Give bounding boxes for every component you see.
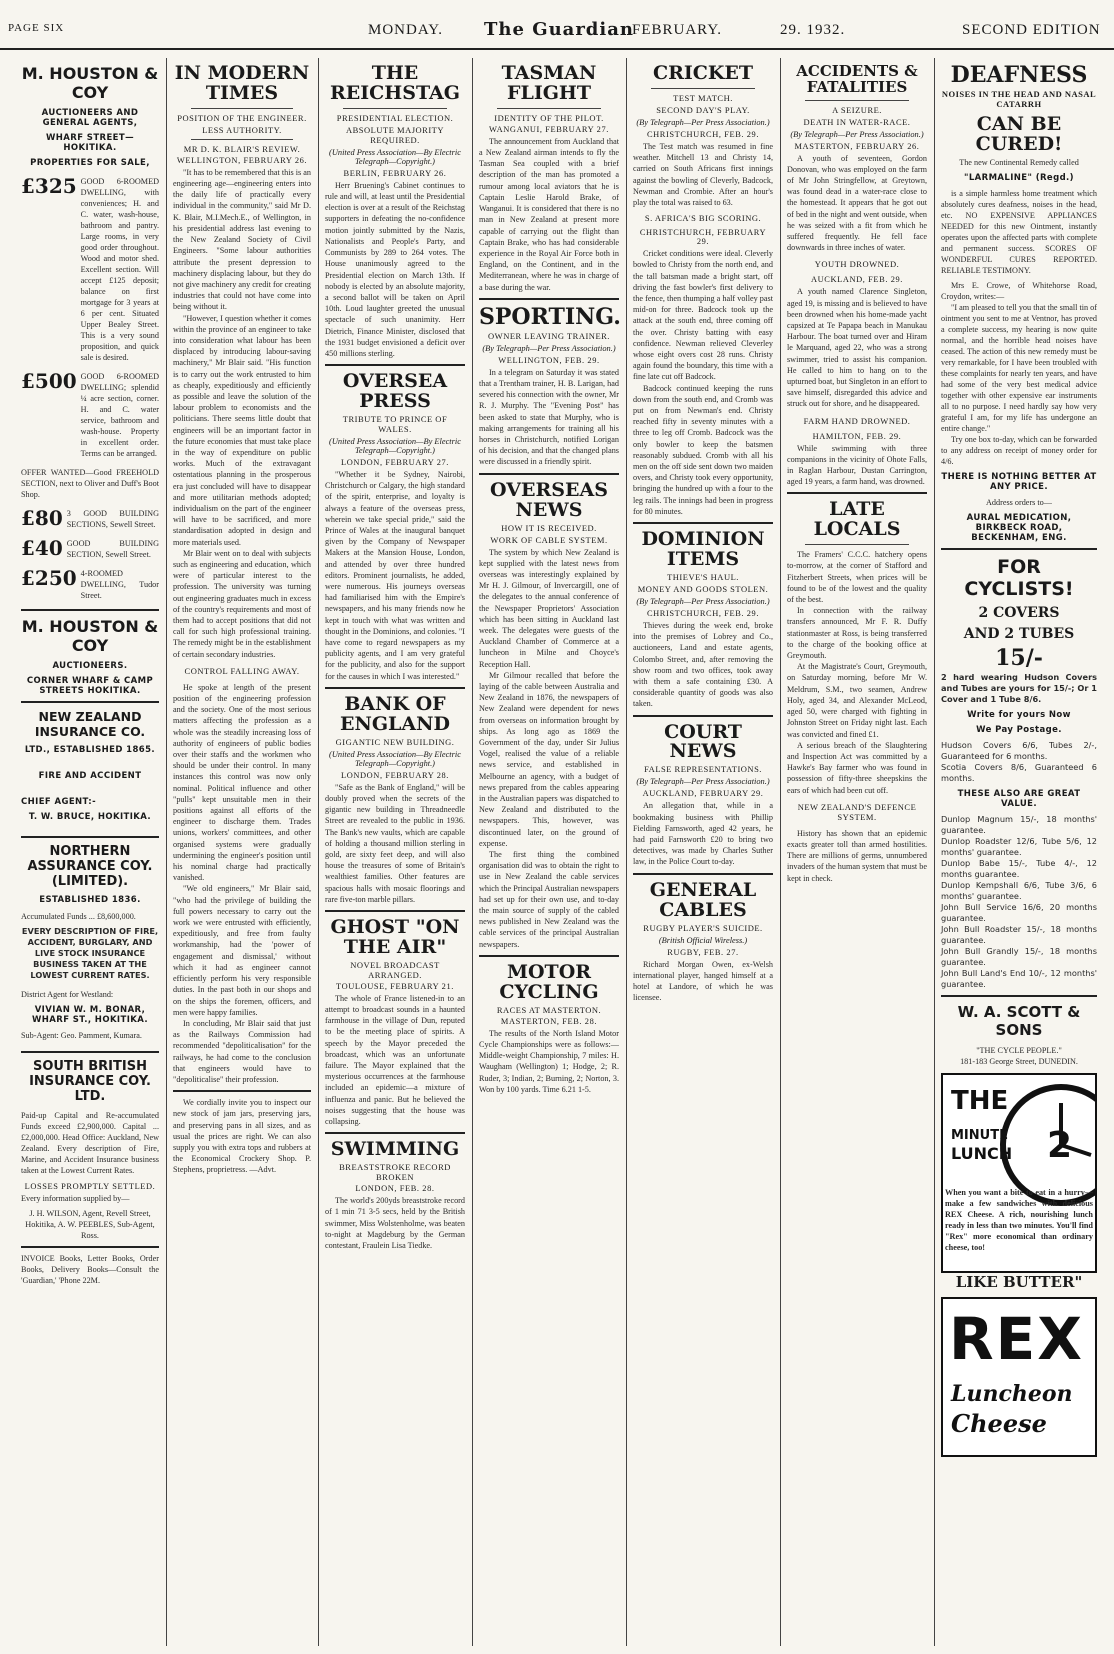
properties-heading: PROPERTIES FOR SALE,: [30, 158, 150, 168]
article-subheading: HOW IT IS RECEIVED.: [501, 522, 597, 533]
article-paragraph: "Safe as the Bank of England," will be doubly proved when the secrets of the gigantic new building in Threadneedle Street are revealed to the public in 1936. The Bank's new vaults, which are capable of holding a thousand million sterling in gold, are sixty feet deep, and will also house the treasures of some of Britain's wealthiest families. Other features are spacious halls with mosaic floorings and rare five-ton marble pillars.: [325, 782, 465, 904]
property-listing: [21, 371, 159, 459]
northern-sub-agent: Sub-Agent: Geo. Pamment, Kumara.: [21, 1031, 142, 1040]
northern-description: EVERY DESCRIPTION OF FIRE, ACCIDENT, BURGLARY, AND LIVE STOCK INSURANCE BUSINESS TAKEN AT THE LOWEST CURRENT RATES.: [21, 926, 159, 980]
property-description: 4-ROOMED DWELLING, Tudor Street.: [80, 569, 159, 600]
cyclists-list-item: Dunlop Babe 15/-, Tube 4/-, 12 months guarantee.: [941, 858, 1097, 880]
deafness-product-name: "LARMALINE" (Regd.): [964, 172, 1074, 183]
nzi-fire-accident: FIRE AND ACCIDENT: [38, 771, 142, 781]
nzi-established: LTD., ESTABLISHED 1865.: [24, 745, 156, 755]
article-subheading: FARM HAND DROWNED.: [803, 415, 911, 426]
dateline: LONDON, FEB. 28.: [355, 1184, 435, 1194]
property-description: 3 GOOD BUILDING SECTIONS, Sewell Street.: [66, 509, 159, 529]
article-paragraph: He spoke at length of the present position of the engineering profession and the society. One of the most serious matters affecting the profession as a whole was the steadily increasing loss of authority of engineers of public bodies over their staffs and the workmen who should be under their control. In many instances this control was now only nominal. Political influence and other "pulls" kept unsuitable men in their positions against all efforts of the engineer to discharge them. Trades unions, workers' committees, and other organised systems were gradually undermining the engineer's position until his nominal charge had practically vanished.: [173, 682, 311, 883]
article-paragraph: The system by which New Zealand is kept supplied with the latest news from overseas was interestingly explained by Mr H. J. Gilmour, of Invercargill, one of the delegates to the annual conference of the Newspaper Proprietors' Association which has been sitting in Auckland last week. The delegates were guests of the Auckland Chamber of Commerce at a luncheon in Milne and Choyce's Reception Hall.: [479, 547, 619, 669]
dateline: LONDON, FEBRUARY 28.: [340, 770, 449, 780]
article-heading: OVERSEAS NEWS: [490, 478, 608, 521]
article-subheading: BREASTSTROKE RECORD BROKEN: [339, 1162, 451, 1183]
divider: [633, 873, 773, 875]
divider: [941, 995, 1097, 997]
cyclists-tubes: AND 2 TUBES: [963, 625, 1075, 642]
cyclists-heading: FOR CYCLISTS!: [964, 555, 1074, 600]
dateline: MASTERTON, FEBRUARY 26.: [794, 141, 920, 151]
houston-address: WHARF STREET—HOKITIKA.: [46, 133, 134, 153]
article-heading: GHOST "ON THE AIR": [330, 915, 460, 958]
dateline: CHRISTCHURCH, FEB. 29.: [646, 608, 760, 618]
northern-funds: Accumulated Funds ... £8,600,000.: [21, 912, 136, 921]
article-subheading: POSITION OF THE ENGINEER.: [177, 112, 307, 123]
article-heading: MOTOR CYCLING: [499, 960, 599, 1003]
byline: (United Press Association—By Electric Telegraph—Copyright.): [329, 437, 461, 455]
cyclists-price: 15/-: [995, 645, 1043, 672]
divider: [325, 687, 465, 689]
column-2-modern-times: [168, 58, 316, 1646]
byline: (By Telegraph—Per Press Association.): [482, 343, 616, 353]
article-subheading: WORK OF CABLE SYSTEM.: [490, 534, 608, 545]
masthead-date: 29. 1932.: [780, 22, 846, 38]
divider: [21, 836, 159, 838]
column-rule: [934, 58, 935, 1646]
sbi-agent: J. H. WILSON, Agent, Revell Street, Hokitika, A. W. PEEBLES, Sub-Agent, Ross.: [25, 1209, 155, 1240]
rex-clock-text: When you want a bite to eat in a hurry—make a few sandwiches with delicious REX Cheese. A rich, nourishing lunch ready in less than two minutes. You'll find "Rex" more economical than ordinary cheese, too!: [945, 1188, 1093, 1253]
article-heading: GENERAL CABLES: [649, 878, 757, 921]
article-paragraph: Thieves during the week end, broke into the premises of Lobrey and Co., auctioneers, Land and estate agents, Colombo Street, and, after removing the show room and two offices, took away with them a safe containing £30. A considerable quantity of goods was also taken.: [633, 620, 773, 709]
divider: [191, 139, 293, 140]
cyclists-list-item: Dunlop Roadster 12/6, Tube 5/6, 12 months' guarantee.: [941, 836, 1097, 858]
rex-luncheon: Luncheon: [951, 1380, 1073, 1407]
article-subheading: GIGANTIC NEW BUILDING.: [335, 736, 455, 747]
dateline: WELLINGTON, FEB. 29.: [498, 355, 600, 365]
divider: [651, 88, 755, 89]
article-heading: IN MODERN TIMES: [174, 62, 310, 104]
property-listing: [21, 568, 159, 601]
cyclists-item: Scotia Covers 8/6, Guaranteed 6 months.: [941, 762, 1097, 784]
masthead-edition: SECOND EDITION: [962, 22, 1101, 38]
cyclists-text: 2 hard wearing Hudson Covers and Tubes are yours for 15/-; Or 1 Cover and 1 Tube 8/6.: [941, 672, 1097, 705]
nzi-name: NEW ZEALAND INSURANCE CO.: [34, 709, 146, 739]
northern-established: ESTABLISHED 1836.: [39, 895, 141, 905]
houston-address-2: CORNER WHARF & CAMP STREETS HOKITIKA.: [26, 676, 154, 696]
scott-tagline: "THE CYCLE PEOPLE.": [976, 1046, 1062, 1056]
article-paragraph: Mr Gilmour recalled that before the laying of the cable between Australia and New Zealand in 1876, the newspapers of New Zealand were dependent for news from overseas on information brought by ships. As long ago as 1869 the Government of the day, under Sir Julius Vogel, realised the value of a reliable news service, and established in Melbourne an agency, with a budget of news prepared from the cables appearing in the Australian papers was dispatched to New Zealand and distributed to the newspapers. This, however, was discontinued later, on the ground of expense.: [479, 670, 619, 848]
rex-logo: REX: [949, 1304, 1084, 1373]
deafness-body: is a simple harmless home treatment which absolutely cures deafness, noises in the head, etc. NO EXPENSIVE APPLIANCES NEEDED for this new Ointment, instantly operates upon the affected parts with complete and permanent success. SCORES OF WONDERFUL CURES REPORTED. RELIABLE TESTIMONY.: [941, 188, 1097, 275]
article-subheading: RACES AT MASTERTON.: [496, 1004, 602, 1015]
article-heading: SPORTING.: [479, 303, 621, 330]
divider: [633, 715, 773, 717]
article-paragraph: A serious breach of the Slaughtering and Inspection Act was committed by a Hawke's Bay farmer who was found in possession of fifty-three sheepskins the ears of which had been cut off.: [787, 740, 927, 795]
article-paragraph: "Whether it be Sydney, Nairobi, Christchurch or Calgary, the high standard of the spirit, enterprise, and loyalty is always a feature of the overseas press, wherein we take special pride," said the Prince of Wales at the inaugural banquet given by the Company of Newspaper Makers at the Mansion House, London, and attended by over three hundred editors. Prominent journalists, he added, were numerous. His journeys overseas had familiarised him with the Empire's newspapers, and his many friends now he kept in touch with what was written and thought in the Dominions, and colonies. "I have come to regard newspapers as my publicity agents, and I am very grateful for the publicity, and also for the support for the causes in which I was interested.": [325, 470, 465, 681]
article-paragraph: In concluding, Mr Blair said that just as the Railways Commission had recommended "depoliticalisation" for the railways, he had come to the conclusion that engineers would have to "depoliticalise" their profession.: [173, 1018, 311, 1084]
article-heading: CRICKET: [652, 62, 754, 84]
article-paragraph: In connection with the railway transfers announced, Mr F. R. Duffy stationmaster at Ross, is being transferred to the charge of the booking office at Greymouth.: [787, 606, 927, 661]
article-paragraph: History has shown that an epidemic exacts greater toll than armed hostilities. There are millions of germs, unnumbered invaders of the human system that must be kept in check.: [787, 828, 927, 883]
column-rule: [780, 58, 781, 1646]
article-subheading: FALSE REPRESENTATIONS.: [644, 764, 762, 775]
clock-two: 2: [1047, 1125, 1073, 1167]
article-paragraph: "It has to be remembered that this is an engineering age—engineering enters into the daily life of practically every individual in the community," said Mr D. K. Blair, M.I.Mech.E., of Wellington, in his presidential address last evening to the New Zealand Society of Civil Engineers. "Some labour authorities attribute the present depression to machinery displacing labour, but they do not give machinery any credit for creating industries that could not have come into being without it.: [173, 167, 311, 312]
column-3-reichstag: [320, 58, 470, 1646]
property-listing: [21, 176, 159, 363]
deafness-cure: CAN BE CURED!: [975, 113, 1063, 156]
dateline: WELLINGTON, FEBRUARY 26.: [176, 155, 308, 165]
divider: [173, 1090, 311, 1092]
column-5-cricket: [628, 58, 778, 1646]
deafness-address-heading: Address orders to—: [986, 497, 1052, 507]
article-paragraph: In a telegram on Saturday it was stated that a Trentham trainer, H. B. Larigan, had severed his connection with the owner, Mr R. J. Murphy. The "Evening Post" has been asked to state that Murphy, who is making arrangements for training all his horses in Christchurch, notified Lorigan of his decision, and that the changed plans were discussed in a friendly spirit.: [479, 367, 619, 467]
newspaper-page: [16, 58, 1102, 1648]
article-heading: BANK OF ENGLAND: [339, 692, 451, 735]
article-heading: DOMINION ITEMS: [641, 528, 765, 570]
property-price: £325: [21, 174, 77, 198]
scott-address: 181-183 George Street, DUNEDIN.: [960, 1057, 1078, 1067]
masthead-paper-title: The Guardian: [484, 19, 634, 40]
northern-name: NORTHERN ASSURANCE COY. (LIMITED).: [27, 844, 153, 889]
article-subheading: OWNER LEAVING TRAINER.: [488, 330, 610, 341]
byline: (British Official Wireless.): [658, 935, 748, 945]
cyclists-list-item: John Bull Service 16/6, 20 months guarantee.: [941, 902, 1097, 924]
dateline: TOULOUSE, FEBRUARY 21.: [336, 981, 454, 991]
property-price: £40: [21, 536, 63, 560]
article-subheading: MONEY AND GOODS STOLEN.: [637, 583, 769, 594]
property-listing: [21, 538, 159, 560]
column-1-ads: [16, 58, 164, 1646]
article-paragraph: The Test match was resumed in fine weather. Mitchell 13 and Christy 14, carried on South Africans first innings against the bowling of Cleverly, Badcock, Newman and Crombie. After an hour's play the total was raised to 63.: [633, 141, 773, 207]
article-subheading: MR D. K. BLAIR'S REVIEW.: [183, 143, 301, 154]
property-listing: [21, 508, 159, 530]
scott-name: W. A. SCOTT & SONS: [957, 1003, 1081, 1040]
article-paragraph: Mr Blair went on to deal with subjects such as engineering and education, which were of particular interest to the profession. The university was turning out engineering graduates much in excess of the country's requirements and most of them had to accept positions that did not call for such high professional training. The remedy might be in the establishment of certain secondary industries.: [173, 548, 311, 659]
cyclists-great-value: THESE ALSO ARE GREAT VALUE.: [957, 789, 1081, 810]
cyclists-list-item: John Bull Land's End 10/-, 12 months' guarantee.: [941, 968, 1097, 990]
divider: [941, 548, 1097, 550]
article-subheading: IDENTITY OF THE PILOT.: [494, 112, 604, 123]
dateline: BERLIN, FEBRUARY 26.: [343, 168, 447, 178]
masthead-month: FEBRUARY.: [632, 22, 723, 38]
article-paragraph: "We old engineers," Mr Blair said, "who had the privilege of building the full powers necessary to carry out the work we were entrusted with efficiently, expeditiously, and free from faulty workmanship, had the 'power of engagement and dismissal,' without which it had as engineer cannot efficiently perform his very responsible duties. In the past both in our shops and on the ships the foremen, officers, and men were happy families.: [173, 884, 311, 1017]
article-subheading: NEW ZEALAND'S DEFENCE SYSTEM.: [797, 801, 917, 822]
byline: (United Press Association—By Electric Telegraph—Copyright.): [329, 749, 461, 768]
article-paragraph: An allegation that, while in a bookmaking business with Phillip Fielding Farnsworth, aged 42 years, he had paid Farnsworth £20 to bring two detectives, was made by Charles Suther law, in the Police Court to-day.: [633, 801, 773, 867]
dateline: AUCKLAND, FEBRUARY 29.: [642, 789, 764, 799]
rex-cheese-ad: [941, 1297, 1097, 1457]
property-description: GOOD 6-ROOMED DWELLING; splendid ¼ acre section, corner. H. and C. water service, bathroom and wash-house. Property in excellent order. Terms can be arranged.: [80, 372, 159, 458]
article-subheading: NOVEL BROADCAST ARRANGED.: [350, 959, 440, 980]
dateline: AUCKLAND, FEB. 29.: [811, 275, 903, 285]
article-heading: LATE LOCALS: [813, 498, 901, 541]
article-heading: COURT NEWS: [664, 720, 742, 763]
divider: [21, 701, 159, 703]
invoice-ad: INVOICE Books, Letter Books, Order Books, Delivery Books—Consult the 'Guardian,' 'Phone 22M.: [21, 1254, 159, 1285]
article-subheading: LESS AUTHORITY.: [202, 124, 282, 135]
divider: [633, 522, 773, 524]
article-heading: SWIMMING: [330, 1138, 460, 1161]
cyclists-list-item: Dunlop Kempshall 6/6, Tube 3/6, 6 months' guarantee.: [941, 880, 1097, 902]
divider: [787, 492, 927, 494]
byline: (By Telegraph—Per Press Association.): [790, 129, 924, 139]
sbi-text: Paid-up Capital and Re-accumulated Funds exceed £2,900,000. Capital ... £2,000,000. Head Office: Auckland, New Zealand. Every description of Fire, Marine, and Accident Insurance business taken at the Lowest Current Rates.: [21, 1111, 159, 1175]
northern-agent-heading: District Agent for Westland:: [21, 990, 114, 999]
dateline: RUGBY, FEB. 27.: [667, 947, 739, 957]
column-7-ads: [936, 58, 1102, 1646]
divider: [479, 955, 619, 957]
article-paragraph: Cricket conditions were ideal. Cleverly bowled to Christy from the north end, and the tall batsman made a bright start, off driving the fast bowler's first delivery to the fence, then thumping a half volley past mid-on for three. Badcock took up the attack at the south end, three coming off the over. Christy batting with easy confidence. Newman relieved Cleverley whose eight overs cost 28 runs. Christy again found the boundary, this time with a fine late cut off Badcock.: [633, 249, 773, 382]
column-rule: [166, 58, 167, 1646]
dateline: HAMILTON, FEB. 29.: [812, 431, 902, 441]
article-paragraph: A youth named Clarence Singleton, aged 19, is missing and is believed to have been drowned when his home-made yacht capsized at Te Papapa beach in Manukau Harbour. The boat turned over and Hiram le Marquand, aged 22, who was a strong swimmer, tried to assist his companion. He called to him to hang on to the upturned boat, but Singleton in an effort to save himself, disregarded this advice and struck out for shore, and he disappeared.: [787, 287, 927, 409]
deafness-nothing-better: THERE IS NOTHING BETTER AT ANY PRICE.: [941, 471, 1097, 492]
cyclists-write: Write for yours Now: [967, 710, 1071, 721]
clock-minute: MINUTE: [951, 1128, 1008, 1144]
divider: [325, 1132, 465, 1134]
article-heading: THE REICHSTAG: [329, 62, 461, 104]
article-paragraph: At the Magistrate's Court, Greymouth, on Saturday morning, before Mr W. Meldrum, S.M., two seamen, Andrew Holy, aged 34, and Alexander McLeod, aged 50, were charged with fighting in Johnston Street on Friday night last. Each was convicted and fined £1.: [787, 662, 927, 739]
nzi-agent: T. W. BRUCE, HOKITIKA.: [28, 812, 152, 822]
divider: [479, 298, 619, 300]
article-subheading: THIEVE'S HAUL.: [667, 571, 739, 582]
deafness-address: AURAL MEDICATION, BIRKBECK ROAD, BECKENHAM, ENG.: [966, 512, 1072, 543]
property-description: GOOD BUILDING SECTION, Sewell Street.: [66, 539, 159, 559]
property-description: OFFER WANTED—Good FREEHOLD SECTION, next to Oliver and Duff's Boot Shop.: [21, 468, 159, 499]
article-subheading: TEST MATCH.: [673, 92, 733, 103]
sbi-info: Every information supplied by—: [21, 1194, 130, 1203]
divider: [191, 108, 293, 109]
property-listing: [21, 467, 159, 500]
cyclists-list-item: John Bull Roadster 15/-, 18 months guarantee.: [941, 924, 1097, 946]
article-subheading: CONTROL FALLING AWAY.: [184, 665, 300, 676]
article-subheading: DEATH IN WATER-RACE.: [803, 116, 911, 127]
cyclists-postage: We Pay Postage.: [976, 725, 1062, 736]
byline: (United Press Association—By Electric Telegraph—Copyright.): [329, 147, 461, 166]
article-subheading: TRIBUTE TO PRINCE OF WALES.: [342, 414, 448, 434]
divider: [497, 108, 601, 109]
column-rule: [472, 58, 473, 1646]
cyclists-list-item: John Bull Grandly 15/-, 18 months guarantee.: [941, 946, 1097, 968]
article-paragraph: The announcement from Auckland that a New Zealand airman intends to fly the Tasman Sea coupled with a brief description of the man has promoted a rumour among local aviators that he is Captain Leslie Harold Brake, of Wanganui. It is considered that there is no man in New Zealand at present more capable of carrying out the flight than Captain Brake, who has had considerable experience in the Royal Air Force both in England, on the Continent, and in the Mediterranean, where he was in charge of a base during the war.: [479, 136, 619, 292]
article-paragraph: "However, I question whether it comes within the province of an engineer to take into consideration what labour has been displaced by introducing labour-saving machinery," Mr Blair said. "His function is to carry out the work entrusted to him as cheaply, expeditiously and efficiently as possible and leave the solution of the labour problem to economists and the politicians. There seems little doubt that engineers will be an important factor in the future economies that must take place in the way of expenditure on public works. Much of the extravagant ostentatious planning in the prosperous era just concluded will have to disappear and more utilitarian methods adopted; individualism on the part of the engineer will have to be sacrificed, and more standardisation adopted in design and more materials used.: [173, 313, 311, 547]
article-paragraph: The whole of France listened-in to an attempt to broadcast sounds in a haunted farmhouse in the village of Dun, reputed to be the meeting place of spirits. A speech by the Mayor preceded the broadcast, which was an unfortunate failure. The Mayor explained that the mysterious occurrences at the farmhouse included an epidemic—a mixture of influenza and panic. But he believed the noises suggesting that the house was collapsing.: [325, 993, 465, 1127]
deafness-testimonial: "I am pleased to tell you that the small tin of ointment you sent to me at Ventnor, has proved a complete success, my hearing is now quite normal, and the horrible head noises have ceased. The action of this new remedy must be very remarkable, for I have been troubled with these complaints for nearly ten years, and have had some of the very best medical advice together with other expensive ear instruments all to no purpose. I need hardly say how very grateful I am, for my life has undergone an entire change.": [941, 302, 1097, 433]
byline: (By Telegraph—Per Press Association.): [636, 117, 770, 127]
article-paragraph: Badcock continued keeping the runs down from the south end, and Cromb was put on from Newman's end. Christy reached fifty in seventy minutes with a three to leg off Cromb. Badcock was the only bowler to keep the batsmen reasonably subdued. Cromb with all his men on the off side sent down two maiden overs, and Christy took every opportunity, bringing the hundred up with a four to the leg rails. The innings had been in progress for 80 minutes.: [633, 383, 773, 516]
divider: [21, 1246, 159, 1248]
divider: [325, 910, 465, 912]
article-paragraph: Richard Morgan Owen, ex-Welsh international player, hanged himself at a hotel at Landore, of which he was licensee.: [633, 959, 773, 1003]
divider: [805, 544, 909, 545]
sbi-name: SOUTH BRITISH INSURANCE COY. LTD.: [29, 1059, 151, 1104]
column-6-accidents: [782, 58, 932, 1646]
article-paragraph: A youth of seventeen, Gordon Donovan, who was employed on the farm of Mr John Stringfellow, at Greytown, was found dead in a water-race close to the homestead. It appears that he got out of bed in the night and went outside, when he was seized with a fit from which he suffered frequently. He fell face downwards in three inches of water.: [787, 153, 927, 253]
property-price: £80: [21, 506, 63, 530]
deafness-try: Try one box to-day, which can be forwarded to any address on receipt of money order for 4/6.: [941, 434, 1097, 466]
advert-paragraph: We cordially invite you to inspect our new stock of jam jars, preserving jars, and preserving pans in all sizes, and as usual the prices are right. We can also supply you with extra tops and rubbers at the Economical Crockery Shop. P. Stephens, proprietress. —Advt.: [173, 1098, 311, 1175]
rex-spreads: LIKE BUTTER": [955, 1273, 1083, 1292]
sbi-losses: LOSSES PROMPTLY SETTLED.: [24, 1182, 156, 1191]
byline: (By Telegraph—Per Press Association.): [636, 596, 770, 606]
article-heading: TASMAN FLIGHT: [501, 62, 597, 104]
article-subheading: SECOND DAY'S PLAY.: [656, 104, 750, 115]
property-description: GOOD 6-ROOMED DWELLING, with conveniences; H. and C. water, wash-house, bathroom and pantry. Large rooms, in very good order throughout. Wood and motor shed. Excellent section. Will accept £125 deposit; balance on first mortgage for 3 years at 6 per cent. Situated Upper Bealey Street. This is a very sound proposition, and quick sale is desired.: [80, 177, 159, 362]
article-subheading: RUGBY PLAYER'S SUICIDE.: [643, 922, 763, 933]
article-paragraph: The results of the North Island Motor Cycle Championships were as follows:—Middle-weight Championship, 7 miles: H. Waugham (Wellington) 1; Hodge, 2; R. Ruder, 3; Indian, 2; Burning, 2; Norton, 3. Won by 100 yards. Time 6.21 1-5.: [479, 1028, 619, 1094]
page-number: PAGE SIX: [8, 22, 65, 34]
article-paragraph: The first thing the combined organisation did was to obtain the right to use in New Zealand the cable services which the Principal Australian newspapers had set up for their own use, and to-day the main source of supply of the cabled news published in New Zealand was the cable services of the principal Australian newspapers.: [479, 850, 619, 949]
dateline: CHRISTCHURCH, FEBRUARY 29.: [639, 228, 767, 247]
deafness-testimonial-source: Mrs E. Crowe, of Whitehorse Road, Croydon, writes:—: [941, 280, 1097, 301]
deafness-subheading: NOISES IN THE HEAD AND NASAL CATARRH: [941, 89, 1097, 110]
column-rule: [626, 58, 627, 1646]
column-rule: [318, 58, 319, 1646]
deafness-heading: DEAFNESS: [950, 62, 1088, 88]
dateline: CHRISTCHURCH, FEB. 29.: [646, 129, 760, 139]
northern-agent: VIVIAN W. M. BONAR, WHARF ST., HOKITIKA.: [31, 1005, 149, 1025]
masthead-day: MONDAY.: [368, 22, 443, 38]
houston-role: AUCTIONEERS AND GENERAL AGENTS,: [41, 108, 139, 128]
byline: (By Telegraph—Per Press Association.): [636, 777, 770, 787]
article-paragraph: The Framers' C.C.C. hatchery opens to-morrow, at the corner of Stafford and Fitzherbert Streets, when prices will be found to be of the lowest and the quality of the best.: [787, 550, 927, 605]
clock-lunch: LUNCH: [951, 1144, 1013, 1164]
divider: [21, 1051, 159, 1053]
cyclists-item: Hudson Covers 6/6, Tubes 2/-, Guaranteed for 6 months.: [941, 740, 1097, 762]
cyclists-covers: 2 COVERS: [978, 604, 1060, 621]
article-subheading: S. AFRICA'S BIG SCORING.: [644, 213, 762, 224]
column-4-tasman: [474, 58, 624, 1646]
nzi-agent-heading: CHIEF AGENT:-: [21, 797, 97, 807]
article-subheading: PRESIDENTIAL ELECTION.: [336, 112, 454, 123]
deafness-remedy: The new Continental Remedy called: [959, 157, 1079, 167]
article-paragraph: Herr Bruening's Cabinet continues to rule and will, at least until the Presidential election is over at a result of the Reichstag supporters in defeating the no-confidence motion jointly submitted by the Nazis, Nationalists and People's Party, and Communists by 289 to 264 votes. The House unanimously agreed to the Presidential election on March 13th. If nobody is elected by an absolute majority, a second ballot will be taken on April 10th. Loud laughter greeted the unusual spectacle of such unanimity. Herr Dietrich, Finance Minister, disclosed that the 1931 budget envisioned a deficit over 450 millions sterling.: [325, 180, 465, 358]
rex-cheese: Cheese: [951, 1408, 1047, 1438]
property-price: £250: [21, 566, 77, 590]
houston-firm-name-2: M. HOUSTON & COY: [21, 617, 159, 655]
divider: [479, 473, 619, 475]
article-subheading: A SEIZURE.: [832, 104, 882, 115]
houston-role-2: AUCTIONEERS.: [52, 661, 128, 671]
article-paragraph: While swimming with three companions in the vicinity of Ohote Falls, in Raglan Harbour, Dustan Carrington, aged 19 years, a farm hand, was drowned.: [787, 443, 927, 487]
masthead: [0, 0, 1114, 50]
divider: [805, 100, 909, 101]
dateline: MASTERTON, FEB. 28.: [500, 1016, 598, 1026]
property-price: £500: [21, 369, 77, 393]
article-heading: ACCIDENTS & FATALITIES: [796, 62, 918, 96]
cyclists-list-item: Dunlop Magnum 15/-, 18 months' guarantee.: [941, 814, 1097, 836]
houston-firm-name: M. HOUSTON & COY: [21, 64, 159, 102]
article-subheading: ABSOLUTE MAJORITY REQUIRED.: [346, 124, 444, 145]
divider: [343, 108, 447, 109]
dateline: WANGANUI, FEBRUARY 27.: [489, 124, 609, 134]
article-heading: OVERSEA PRESS: [342, 370, 448, 413]
divider: [21, 609, 159, 611]
dateline: LONDON, FEBRUARY 27.: [340, 458, 449, 467]
article-subheading: YOUTH DROWNED.: [814, 259, 900, 270]
divider: [325, 364, 465, 366]
article-paragraph: The world's 200yds breaststroke record of 1 min 71 3-5 secs, held by the British swimmer, Miss Wolstenholme, was beaten to-night at Magdeburg by the German contestant, Fraulein Lisa Tiedke.: [325, 1196, 465, 1251]
clock-the: THE: [951, 1086, 1009, 1117]
